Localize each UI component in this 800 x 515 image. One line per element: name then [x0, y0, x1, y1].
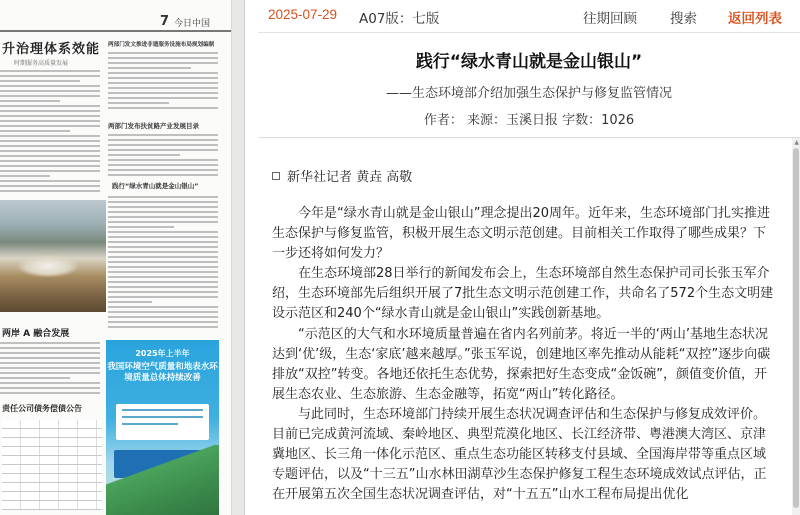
text-block: [108, 196, 218, 331]
text-block: [108, 52, 218, 112]
divider: [258, 32, 800, 33]
page-edge: [231, 0, 244, 515]
past-issues-link[interactable]: 往期回顾: [583, 11, 637, 27]
air-quality-poster[interactable]: [106, 340, 219, 515]
text-block: [0, 70, 100, 195]
poster-mountain-graphic: [106, 445, 219, 515]
byline-bullet-icon: [272, 172, 280, 180]
newspaper-page-thumbnail[interactable]: [0, 0, 245, 515]
poster-line-2: 我国环境空气质量和地表水环境质量总体持续改善: [107, 362, 218, 383]
article-title: 践行“绿水青山就是金山银山”: [415, 52, 643, 72]
headline-top-sub: 时期服务高质量发展: [14, 60, 69, 67]
article-viewer: [258, 0, 800, 515]
article-body-frame[interactable]: [258, 137, 800, 515]
issue-date: 2025-07-29: [268, 7, 338, 22]
search-link[interactable]: 搜索: [670, 11, 697, 27]
paragraph: 今年是“绿水青山就是金山银山”理念提出20周年。近年来，生态环境部门扎实推进生态保护与修复监管，积极开展生态文明示范创建。目前相关工作取得了哪些成果？下一步还将如何发力？: [272, 206, 771, 262]
column-headline-1[interactable]: 两部门发文推进非遗服务设施布局规划编制: [108, 42, 215, 48]
headline-low[interactable]: 责任公司债务偿债公告: [2, 404, 82, 413]
announcement-table: [2, 420, 102, 512]
paragraph: 在生态环境部28日举行的新闻发布会上，生态环境部自然生态保护司司长张玉军介绍，生态环境部先后组织开展了7批生态文明示范创建工作，共命名了572个生态文明建设示范区和240个“绿水青山就是金山银山”实践创新基地。: [272, 266, 774, 322]
column-headline-3[interactable]: 践行“绿水青山就是金山银山”: [112, 182, 199, 190]
article-meta: 作者： 来源：玉溪日报 字数：1026: [423, 113, 635, 128]
headline-mid[interactable]: 两岸 A 融合发展: [2, 329, 70, 339]
top-bar: [258, 0, 800, 32]
poster-stat-box: [116, 404, 209, 440]
text-block: [108, 134, 218, 179]
poster-line-1: 2025年上半年: [135, 349, 190, 358]
waterfall-photo: [0, 200, 106, 312]
newspaper-page[interactable]: [0, 0, 232, 515]
scrollbar-thumb[interactable]: [793, 148, 799, 508]
byline-text: 新华社记者 黄垚 高敬: [287, 170, 413, 185]
scroll-up-arrow-icon[interactable]: ▲: [794, 139, 799, 146]
page-header: [0, 8, 232, 32]
page-section: 今日中国: [174, 19, 211, 29]
paragraph: “示范区的大气和水环境质量普遍在省内名列前茅。将近一半的‘两山’基地生态状况达到‘优’级，生态‘家底’越来越厚。”张玉军说，创建地区率先推动从能耗“双控”逐步向碳排放“双控”转变。各地还依托生态优势，探索把好生态变成“金饭碗”，颜值变价值，开展生态农业、生态旅游、生态金融等，拓宽“两山”转化路径。: [272, 326, 771, 402]
article-subtitle: ——生态环境部介绍加强生态保护与修复监管情况: [385, 86, 672, 101]
paragraph: 与此同时，生态环境部门持续开展生态状况调查评估和生态保护与修复成效评价。目前已完成黄河流域、秦岭地区、典型荒漠化地区、长江经济带、粤港澳大湾区、京津冀地区、长三角一体化示范区、重点生态功能区转移支付县域、全国海岸带等重点区域专题评估，以及“十三五”山水林田湖草沙生态保护修复工程生态环境成效试点评估，正在开展第五次全国生态状况调查评估，对“十五五”山水工程布局提出优化: [272, 406, 767, 503]
scrollbar[interactable]: [792, 138, 800, 515]
article-body: [272, 204, 775, 505]
back-to-list-link[interactable]: 返回列表: [728, 11, 782, 27]
column-headline-2[interactable]: 两部门发布扶贫路产业发展目录: [108, 122, 199, 130]
page-number: 7: [160, 14, 170, 29]
byline: [272, 166, 412, 185]
edition-label: A07版：七版: [359, 11, 440, 27]
headline-top[interactable]: 升治理体系效能: [2, 42, 101, 57]
text-block: [0, 342, 100, 397]
